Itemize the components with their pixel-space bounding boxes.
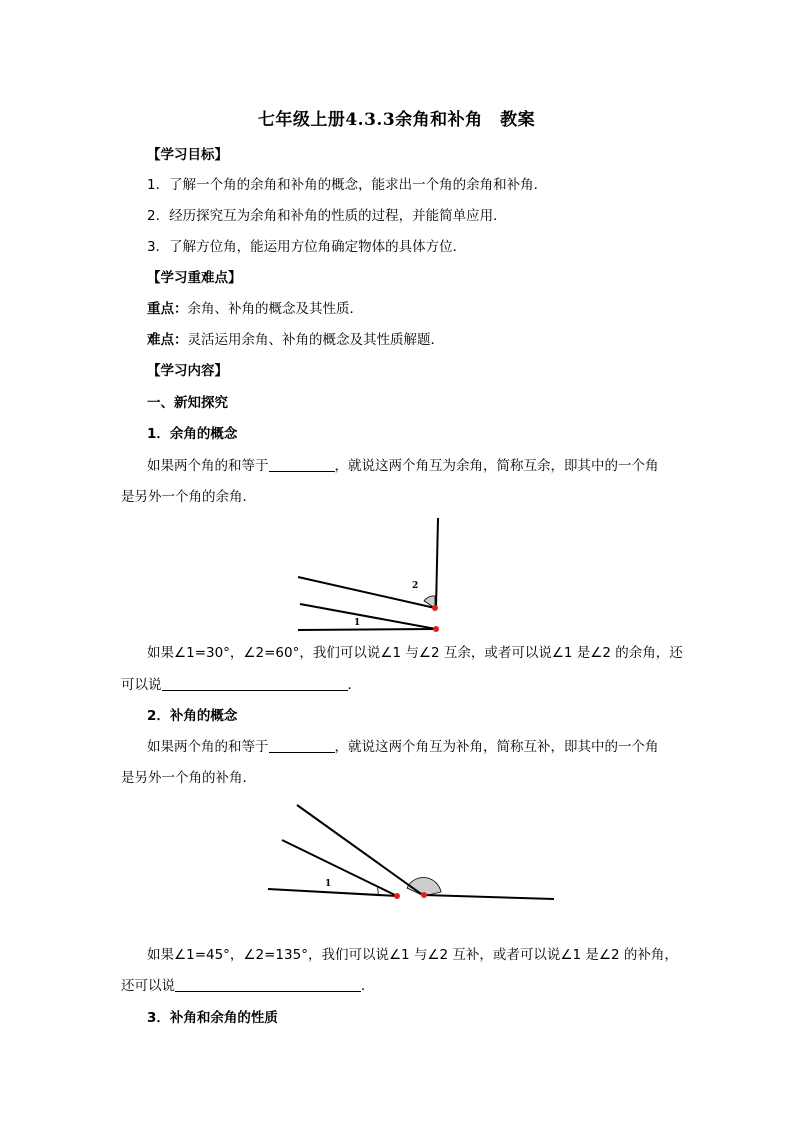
difficult-label: 难点：	[147, 332, 188, 348]
ray-upper	[297, 805, 424, 896]
subsection-title-2: 2．补角的概念	[147, 708, 238, 724]
subsection-title-1: 1．余角的概念	[147, 426, 238, 442]
complementary-definition	[147, 456, 659, 476]
supplementary-definition-cont: 是另外一个角的补角．	[121, 770, 256, 786]
definition-text-b: ，就说这两个角互为补角，简称互补，即其中的一个角	[334, 739, 659, 755]
example-end: ．	[347, 677, 361, 693]
angle1-label: 1	[354, 618, 361, 628]
difficult-text: 灵活运用余角、补角的概念及其性质解题．	[187, 332, 444, 348]
key-text: 余角、补角的概念及其性质．	[187, 301, 363, 317]
content-heading: 【学习内容】	[147, 363, 228, 379]
complementary-angle-figure	[290, 512, 460, 636]
fill-blank[interactable]	[175, 977, 361, 992]
vertex-point-upper	[432, 605, 438, 611]
angle1-label: 1	[325, 879, 332, 889]
angle2-label: 2	[412, 581, 419, 591]
definition-text-a: 如果两个角的和等于	[147, 739, 269, 755]
complementary-definition-cont: 是另外一个角的余角．	[121, 489, 256, 505]
definition-text-b: ，就说这两个角互为余角，简称互余，即其中的一个角	[334, 458, 659, 474]
fill-blank[interactable]	[269, 457, 335, 472]
goal-item-2: 2．经历探究互为余角和补角的性质的过程，并能简单应用．	[147, 208, 507, 224]
page-title: 七年级上册4.3.3余角和补角 教案	[257, 110, 536, 130]
goal-item-1: 1．了解一个角的余角和补角的概念，能求出一个角的余角和补角．	[147, 177, 548, 193]
vertex-point-left	[394, 893, 400, 899]
goal-item-3: 3．了解方位角，能运用方位角确定物体的具体方位．	[147, 239, 467, 255]
fill-blank[interactable]	[269, 738, 335, 753]
example-end: ．	[361, 978, 375, 994]
fill-blank[interactable]	[162, 676, 348, 691]
vertex-point-right	[421, 892, 427, 898]
goals-heading: 【学习目标】	[147, 147, 228, 163]
ray-middle	[282, 840, 397, 896]
complementary-example: 如果∠1=30°，∠2=60°，我们可以说∠1 与∠2 互余，或者可以说∠1 是∠2 的余角，还	[147, 645, 683, 661]
subsection-title-3: 3．补角和余角的性质	[147, 1010, 278, 1026]
supplementary-angle-figure	[262, 800, 562, 910]
section-title-1: 一、新知探究	[147, 395, 228, 411]
complementary-example-cont	[121, 675, 361, 695]
key-label: 重点：	[147, 301, 188, 317]
example-text: 还可以说	[121, 978, 175, 994]
ray-middle	[300, 604, 436, 629]
ray-lower	[298, 629, 436, 630]
example-text: 可以说	[121, 677, 162, 693]
supplementary-definition	[147, 737, 659, 757]
ray-vertical	[436, 518, 438, 608]
vertex-point-lower	[433, 626, 439, 632]
definition-text-a: 如果两个角的和等于	[147, 458, 269, 474]
difficult-point	[147, 330, 444, 350]
supplementary-example: 如果∠1=45°，∠2=135°，我们可以说∠1 与∠2 互补，或者可以说∠1 是∠2 的补角，	[147, 947, 678, 963]
ray-right	[424, 895, 554, 899]
keypoints-heading: 【学习重难点】	[147, 270, 242, 286]
supplementary-example-cont	[121, 976, 375, 996]
key-point	[147, 299, 363, 319]
